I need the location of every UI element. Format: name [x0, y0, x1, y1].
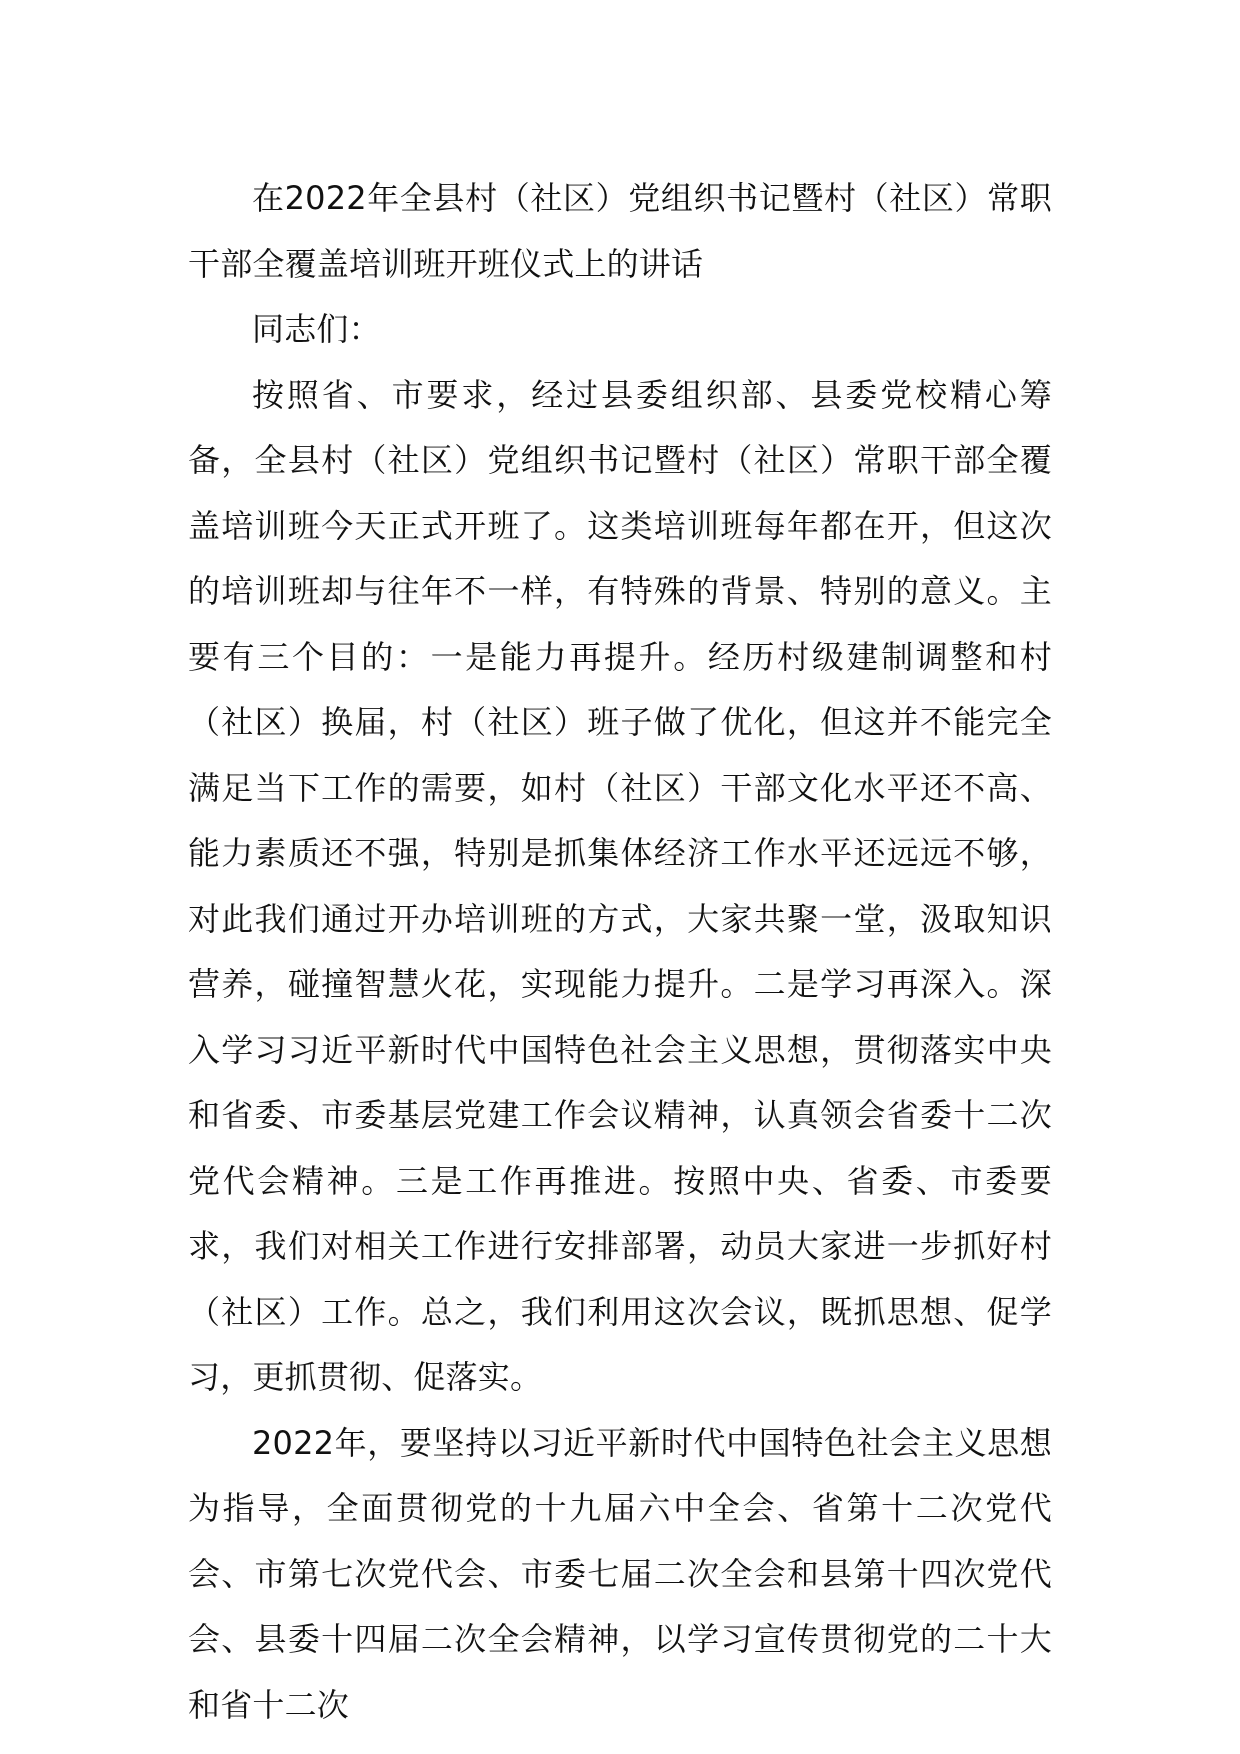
- body-paragraph-2: 2022年，要坚持以习近平新时代中国特色社会主义思想为指导，全面贯彻党的十九届六中全会、省第十二次党代会、市第七次党代会、市委七届二次全会和县第十四次党代会、县委十四届二次全会精神，以学习宣传贯彻党的二十大和省十二次: [188, 1423, 1052, 1724]
- body-paragraph-1: 按照省、市要求，经过县委组织部、县委党校精心筹备，全县村（社区）党组织书记暨村（社区）常职干部全覆盖培训班今天正式开班了。这类培训班每年都在开，但这次的培训班却与往年不一样，有特殊的背景、特别的意义。主要有三个目的：一是能力再提升。经历村级建制调整和村（社区）换届，村（社区）班子做了优化，但这并不能完全满足当下工作的需要，如村（社区）干部文化水平还不高、能力素质还不强，特别是抓集体经济工作水平还远远不够，对此我们通过开办培训班的方式，大家共聚一堂，汲取知识营养，碰撞智慧火花，实现能力提升。二是学习再深入。深入学习习近平新时代中国特色社会主义思想，贯彻落实中央和省委、市委基层党建工作会议精神，认真领会省委十二次党代会精神。三是工作再推进。按照中央、省委、市委要求，我们对相关工作进行安排部署，动员大家进一步抓好村（社区）工作。总之，我们利用这次会议，既抓思想、促学习，更抓贯彻、促落实。: [188, 375, 1052, 1396]
- salutation: 同志们：: [252, 310, 381, 348]
- speech-title: 在2022年全县村（社区）党组织书记暨村（社区）常职干部全覆盖培训班开班仪式上的讲话: [188, 179, 1052, 283]
- document-body: [188, 166, 1052, 1738]
